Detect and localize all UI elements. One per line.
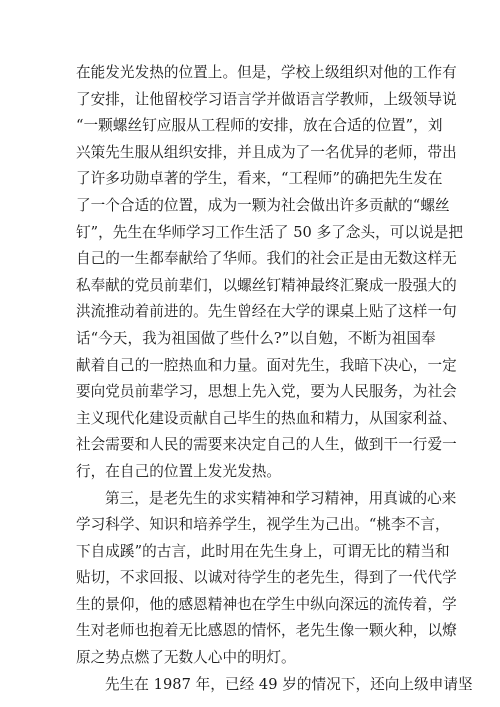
text-line: 行，在自己的位置上发光发热。 <box>76 462 282 480</box>
text-line: 话“今天，我为祖国做了些什么?”以自勉，不断为祖国奉 <box>76 329 436 347</box>
text-line: 要向党员前辈学习，思想上先入党，要为人民服务，为社会 <box>76 383 457 401</box>
text-line: 洪流推动着前进的。先生曾经在大学的课桌上贴了这样一句 <box>76 303 457 321</box>
text-line: 先生在 1987 年，已经 49 岁的情况下，还向上级申请坚 <box>105 675 473 693</box>
text-line: 献着自己的一腔热血和力量。面对先生，我暗下决心，一定 <box>76 356 457 374</box>
text-line: 原之势点燃了无数人心中的明灯。 <box>76 649 296 667</box>
text-line: 了许多功勋卓著的学生，看来，“工程师”的确把先生发在 <box>76 170 443 188</box>
text-line: 学习科学、知识和培养学生，视学生为己出。“桃李不言， <box>76 516 450 534</box>
text-line: 下自成蹊”的古言，此时用在先生身上，可谓无比的精当和 <box>76 542 450 560</box>
text-line: 兴策先生服从组织安排，并且成为了一名优异的老师，带出 <box>76 143 457 161</box>
text-line: 生对老师也抱着无比感恩的情怀，老先生像一颗火种，以燎 <box>76 622 457 640</box>
text-line: 第三，是老先生的求实精神和学习精神，用真诚的心来 <box>105 489 457 507</box>
text-line: 贴切，不求回报、以诚对待学生的老先生，得到了一代代学 <box>76 569 457 587</box>
text-line: 钉”，先生在华师学习工作生活了 50 多了念头，可以说是把 <box>76 223 464 241</box>
text-line: “一颗螺丝钉应服从工程师的安排，放在合适的位置”，刘 <box>76 117 443 135</box>
document-body <box>76 60 473 698</box>
text-line: 私奉献的党员前辈们，以螺丝钉精神最终汇聚成一股强大的 <box>76 276 457 294</box>
text-line: 社会需要和人民的需要来决定自己的人生，做到干一行爱一 <box>76 436 457 454</box>
text-line: 了安排，让他留校学习语言学并做语言学教师，上级领导说 <box>76 90 457 108</box>
text-line: 主义现代化建设贡献自己毕生的热血和精力，从国家利益、 <box>76 409 457 427</box>
text-line: 在能发光发热的位置上。但是，学校上级组织对他的工作有 <box>76 64 457 81</box>
text-line: 了一个合适的位置，成为一颗为社会做出许多贡献的“螺丝 <box>76 196 450 214</box>
text-line: 自己的一生都奉献给了华师。我们的社会正是由无数这样无 <box>76 250 457 268</box>
text-line: 生的景仰，他的感恩精神也在学生中纵向深远的流传着，学 <box>76 595 457 613</box>
